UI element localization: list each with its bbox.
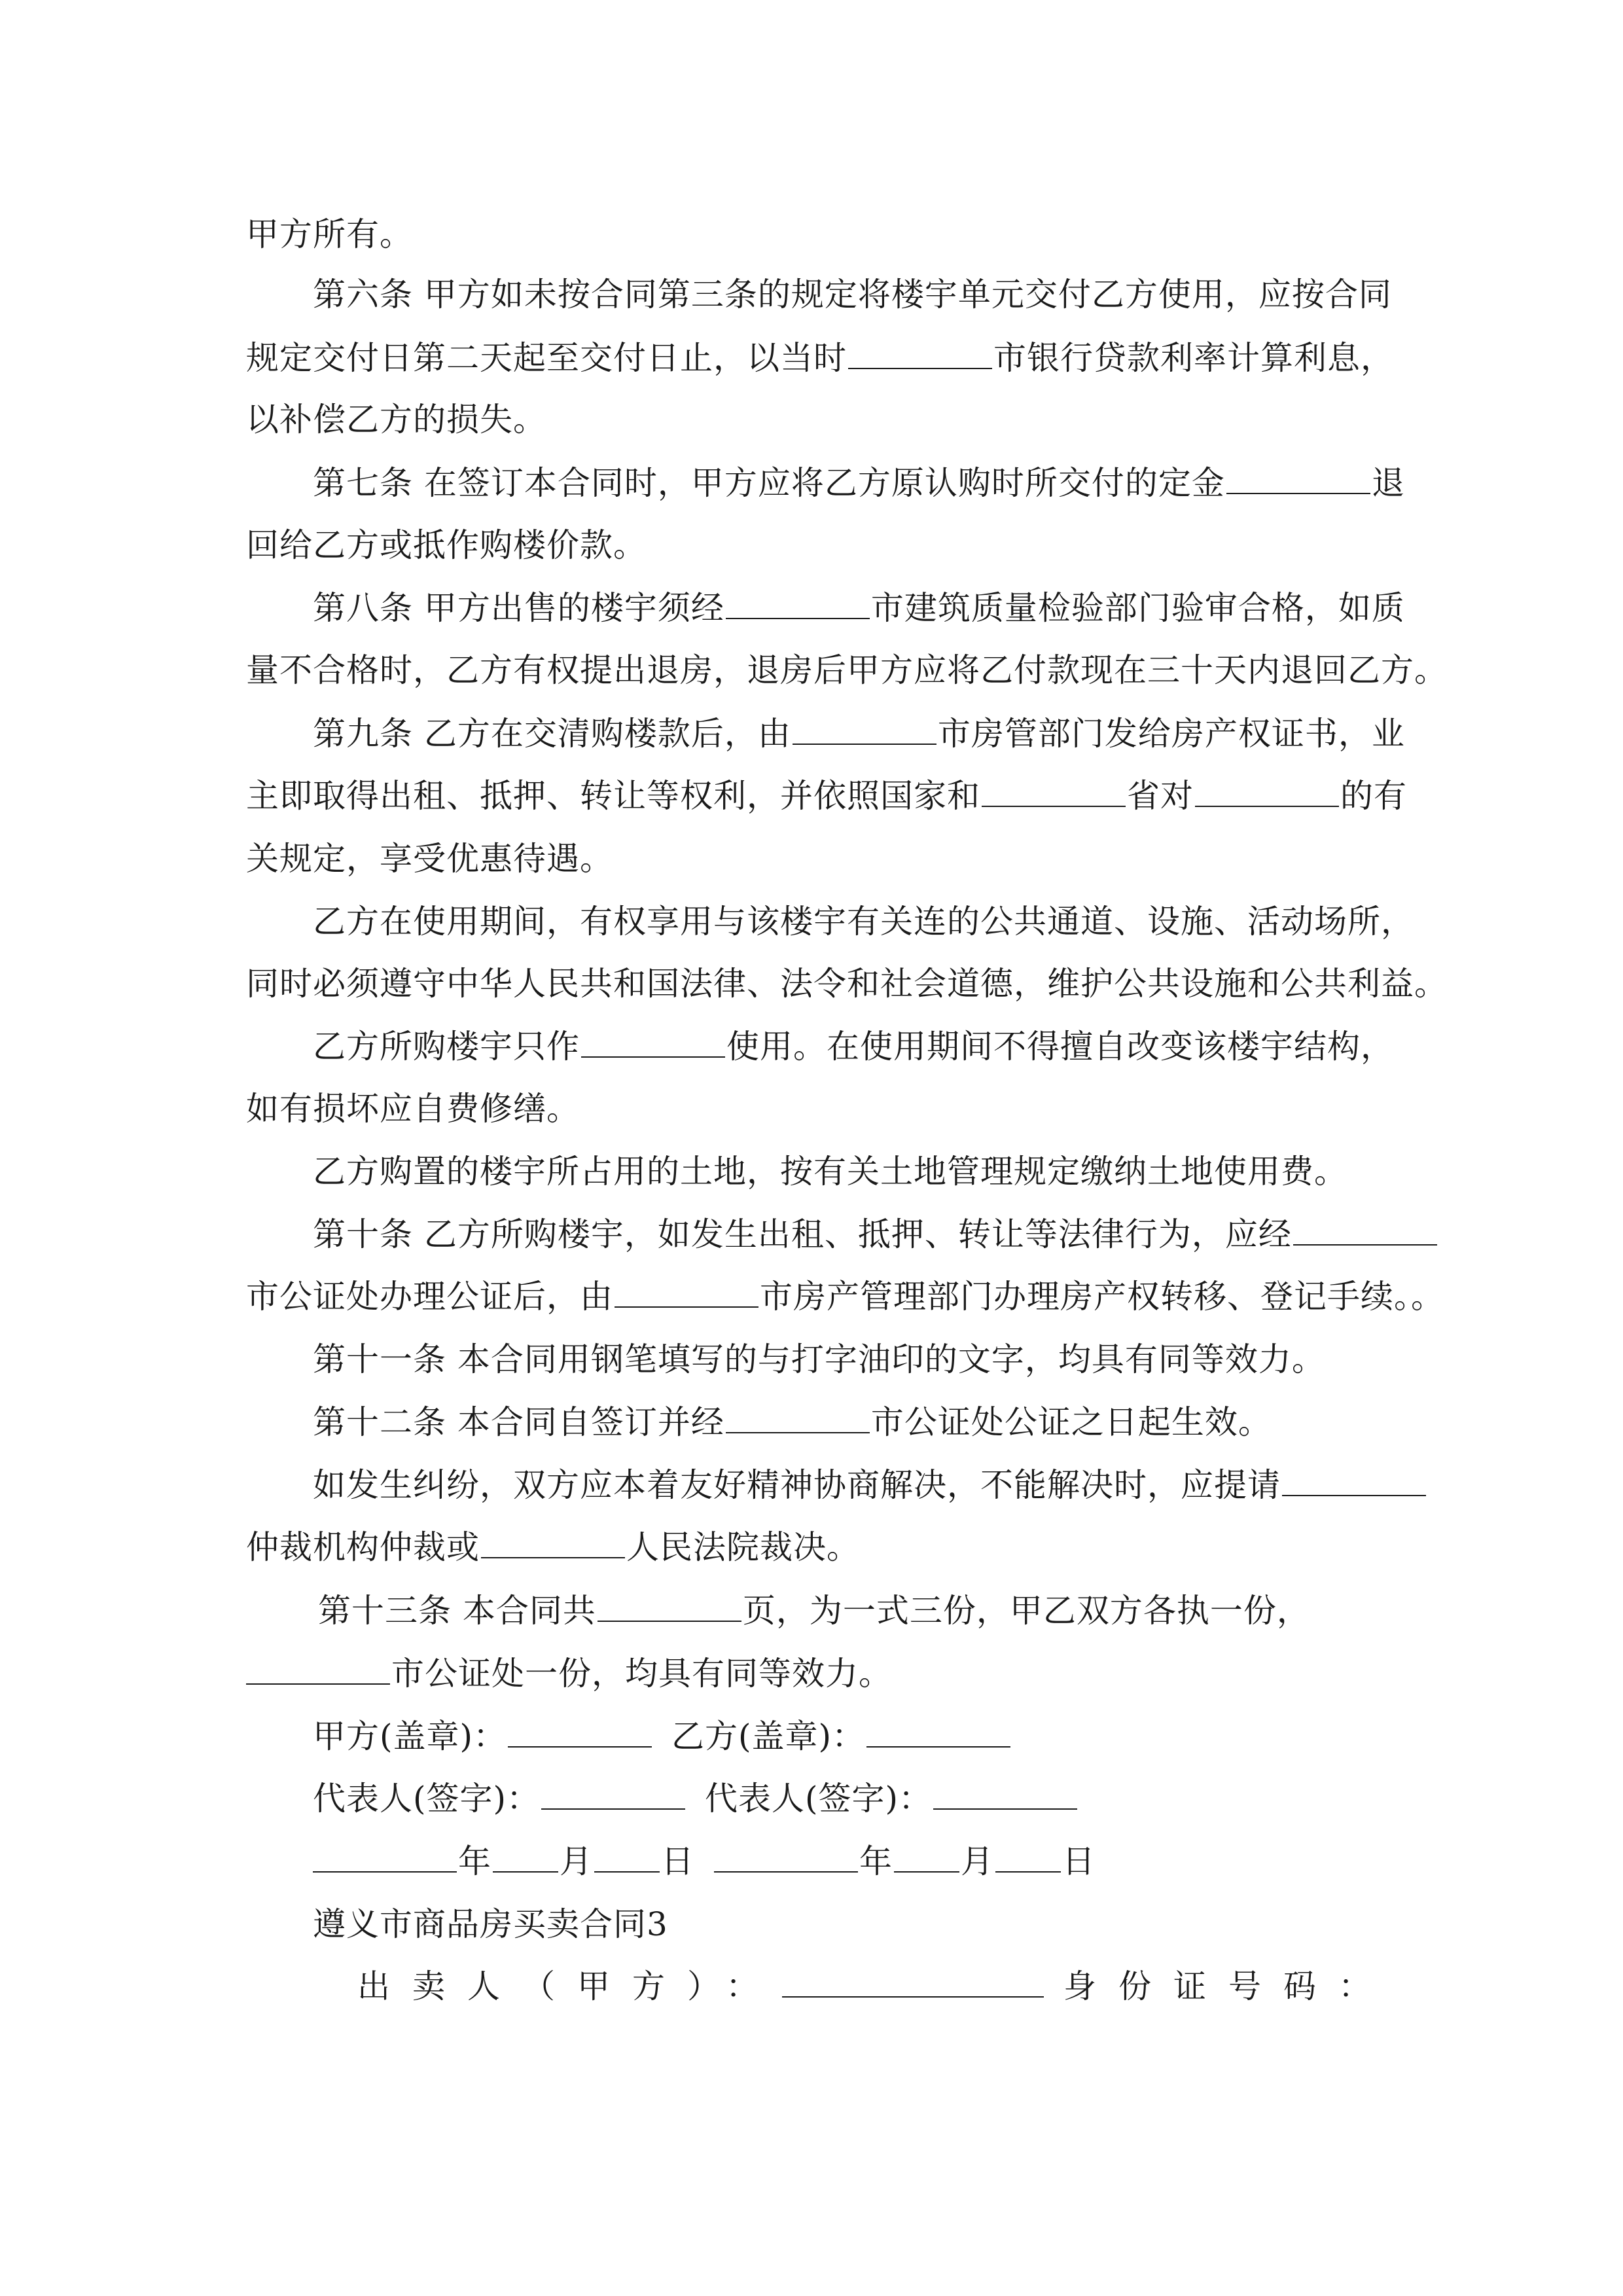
text: 省对 bbox=[1127, 777, 1194, 815]
article-13-line-2 bbox=[246, 1650, 1385, 1697]
article-9-line-3 bbox=[246, 835, 1385, 882]
day-blank[interactable] bbox=[594, 1845, 660, 1873]
fill-blank[interactable] bbox=[597, 1594, 741, 1622]
land-line bbox=[313, 1148, 1452, 1195]
month-blank[interactable] bbox=[894, 1845, 959, 1873]
seal-line bbox=[313, 1713, 1452, 1760]
article-9-line-2 bbox=[246, 772, 1407, 819]
party-a-seal-blank[interactable] bbox=[508, 1720, 652, 1748]
fill-blank[interactable] bbox=[1293, 1218, 1437, 1246]
fill-blank[interactable] bbox=[793, 717, 936, 745]
article-11-line bbox=[313, 1336, 1452, 1383]
representative-line bbox=[313, 1775, 1452, 1822]
fill-blank[interactable] bbox=[726, 592, 870, 619]
year-label: 年 bbox=[859, 1842, 893, 1880]
text: 市公证处公证之日起生效。 bbox=[870, 1403, 1272, 1441]
article-6-line-3 bbox=[246, 396, 1385, 443]
text: 主即取得出租、抵押、转让等权利，并依照国家和 bbox=[246, 777, 980, 815]
fill-blank[interactable] bbox=[481, 1531, 625, 1558]
text: 页，为一式三份，甲乙双方各执一份， bbox=[742, 1592, 1310, 1630]
date-line bbox=[313, 1838, 1452, 1885]
text: 第七条 在签订本合同时，甲方应将乙方原认购时所交付的定金 bbox=[313, 464, 1225, 502]
fill-blank[interactable] bbox=[982, 780, 1126, 807]
article-6-line-2 bbox=[246, 334, 1394, 382]
month-label: 月 bbox=[961, 1842, 994, 1880]
text: 规定交付日第二天起至交付日止，以当时 bbox=[246, 339, 847, 377]
fill-blank[interactable] bbox=[848, 342, 992, 369]
text: 量不合格时，乙方有权提出退房，退房后甲方应将乙付款现在三十天内退回乙方。 bbox=[246, 651, 1448, 689]
purpose-line-1 bbox=[313, 1023, 1452, 1070]
article-9-line-1 bbox=[313, 710, 1452, 757]
text: 市公证处一份，均具有同等效力。 bbox=[391, 1655, 892, 1693]
article-13-line-1 bbox=[318, 1587, 1457, 1634]
text: 退 bbox=[1371, 464, 1405, 502]
paragraph-line bbox=[246, 211, 1385, 258]
dispute-line-1 bbox=[313, 1462, 1452, 1509]
fill-blank[interactable] bbox=[1282, 1469, 1426, 1496]
seller-line bbox=[357, 1963, 1496, 2010]
text: 甲方所有。 bbox=[246, 215, 413, 253]
month-blank[interactable] bbox=[493, 1845, 558, 1873]
text: 市房产管理部门办理房产权转移、登记手续。。 bbox=[760, 1278, 1444, 1316]
text: 乙方所购楼宇只作 bbox=[313, 1028, 580, 1066]
article-8-line-2 bbox=[246, 647, 1448, 694]
text: 第九条 乙方在交清购楼款后，由 bbox=[313, 715, 791, 753]
purpose-line-2 bbox=[246, 1085, 1385, 1132]
text: 乙方在使用期间，有权享用与该楼宇有关连的公共通道、设施、活动场所， bbox=[313, 903, 1414, 941]
text: 第十条 乙方所购楼宇，如发生出租、抵押、转让等法律行为，应经 bbox=[313, 1215, 1292, 1253]
day-label: 日 bbox=[1062, 1842, 1096, 1880]
fill-blank[interactable] bbox=[246, 1657, 390, 1685]
text: 使用。在使用期间不得擅自改变该楼宇结构， bbox=[726, 1028, 1394, 1066]
article-7-line-1 bbox=[313, 459, 1452, 507]
fill-blank[interactable] bbox=[581, 1030, 725, 1058]
text: 的有 bbox=[1340, 777, 1407, 815]
id-number-label: 身份证号码： bbox=[1063, 1967, 1393, 2005]
text: 第十二条 本合同自签订并经 bbox=[313, 1403, 724, 1441]
article-10-line-1 bbox=[313, 1211, 1452, 1258]
article-12-line bbox=[313, 1399, 1452, 1446]
text: 市公证处办理公证后，由 bbox=[246, 1278, 613, 1316]
fill-blank[interactable] bbox=[1226, 467, 1370, 494]
text: 仲裁机构仲裁或 bbox=[246, 1528, 480, 1566]
year-blank[interactable] bbox=[313, 1845, 457, 1873]
text: 遵义市商品房买卖合同3 bbox=[313, 1905, 668, 1943]
text: 人民法院裁决。 bbox=[626, 1528, 860, 1566]
party-b-seal-label: 乙方(盖章)： bbox=[671, 1717, 866, 1755]
text: 第十三条 本合同共 bbox=[318, 1592, 596, 1630]
text: 同时必须遵守中华人民共和国法律、法令和社会道德，维护公共设施和公共利益。 bbox=[246, 965, 1448, 1003]
year-blank[interactable] bbox=[714, 1845, 858, 1873]
usage-line-1 bbox=[313, 898, 1452, 945]
text: 第六条 甲方如未按合同第三条的规定将楼宇单元交付乙方使用，应按合同 bbox=[313, 276, 1392, 314]
dispute-line-2 bbox=[246, 1524, 1385, 1571]
article-7-line-2 bbox=[246, 522, 1385, 569]
fill-blank[interactable] bbox=[1195, 780, 1339, 807]
day-label: 日 bbox=[661, 1842, 694, 1880]
text: 回给乙方或抵作购楼价款。 bbox=[246, 526, 647, 564]
text: 第八条 甲方出售的楼宇须经 bbox=[313, 589, 724, 627]
next-contract-title bbox=[313, 1901, 1452, 1948]
text: 如发生纠纷，双方应本着友好精神协商解决，不能解决时，应提请 bbox=[313, 1466, 1281, 1504]
text: 市房管部门发给房产权证书，业 bbox=[937, 715, 1405, 753]
rep-b-label: 代表人(签字)： bbox=[705, 1780, 933, 1818]
text: 如有损坏应自费修缮。 bbox=[246, 1090, 580, 1128]
usage-line-2 bbox=[246, 960, 1448, 1007]
article-6-line-1 bbox=[313, 271, 1392, 318]
seller-label: 出卖人（甲方）： bbox=[357, 1967, 781, 2005]
party-a-seal-label: 甲方(盖章)： bbox=[313, 1717, 507, 1755]
fill-blank[interactable] bbox=[615, 1280, 758, 1308]
article-8-line-1 bbox=[313, 584, 1452, 632]
year-label: 年 bbox=[458, 1842, 491, 1880]
text: 乙方购置的楼宇所占用的土地，按有关土地管理规定缴纳土地使用费。 bbox=[313, 1153, 1347, 1191]
text: 市银行贷款利率计算利息， bbox=[993, 339, 1394, 377]
text: 市建筑质量检验部门验审合格，如质 bbox=[870, 589, 1405, 627]
text: 以补偿乙方的损失。 bbox=[246, 401, 546, 439]
fill-blank[interactable] bbox=[726, 1406, 870, 1433]
rep-b-blank[interactable] bbox=[933, 1782, 1077, 1810]
seller-blank[interactable] bbox=[782, 1970, 1044, 1998]
text: 第十一条 本合同用钢笔填写的与打字油印的文字，均具有同等效力。 bbox=[313, 1340, 1325, 1378]
month-label: 月 bbox=[560, 1842, 593, 1880]
party-b-seal-blank[interactable] bbox=[866, 1720, 1010, 1748]
text: 关规定，享受优惠待遇。 bbox=[246, 840, 613, 878]
rep-a-label: 代表人(签字)： bbox=[313, 1780, 541, 1818]
day-blank[interactable] bbox=[995, 1845, 1061, 1873]
rep-a-blank[interactable] bbox=[541, 1782, 685, 1810]
article-10-line-2 bbox=[246, 1273, 1444, 1320]
